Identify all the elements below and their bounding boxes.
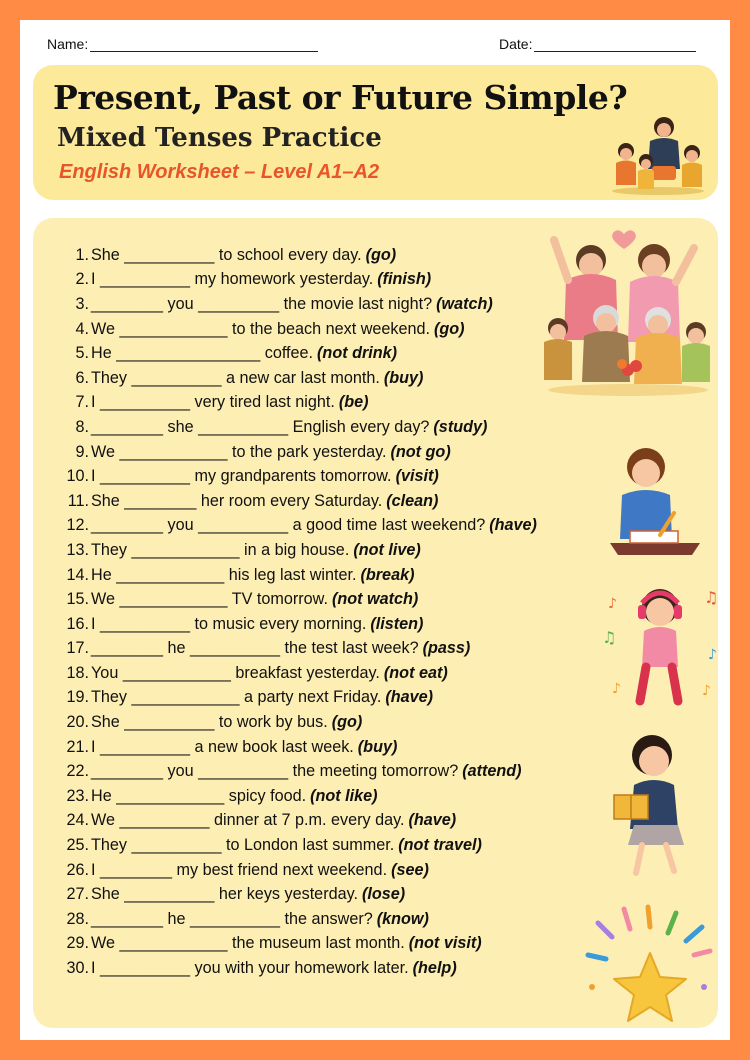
- verb-hint: (be): [338, 393, 369, 412]
- verb-hint: (see): [391, 860, 429, 879]
- question-item: [63, 956, 583, 981]
- verb-hint: (pass): [422, 639, 471, 658]
- verb-hint: (break): [360, 565, 415, 584]
- question-number: 27.: [66, 885, 89, 904]
- question-item: [63, 366, 583, 391]
- question-number: 22.: [66, 762, 89, 781]
- question-text[interactable]: ________ he __________ the test last week?: [91, 639, 419, 658]
- name-blank[interactable]: [90, 37, 318, 52]
- question-text[interactable]: He ________________ coffee.: [91, 344, 314, 363]
- question-text[interactable]: I __________ my grandparents tomorrow.: [91, 467, 392, 486]
- question-item: [63, 784, 583, 809]
- question-number: 3.: [75, 294, 89, 313]
- question-item: [63, 538, 583, 563]
- verb-hint: (go): [331, 713, 363, 732]
- question-item: [63, 661, 583, 686]
- question-text[interactable]: They ____________ in a big house.: [91, 540, 350, 559]
- question-number: 2.: [75, 270, 89, 289]
- question-item: [63, 464, 583, 489]
- verb-hint: (buy): [357, 737, 398, 756]
- page-subtitle: Mixed Tenses Practice: [57, 123, 382, 153]
- svg-text:♫: ♫: [602, 628, 617, 647]
- verb-hint: (help): [412, 959, 457, 978]
- svg-text:♫: ♫: [704, 588, 719, 607]
- verb-hint: (study): [433, 417, 488, 436]
- svg-text:♪: ♪: [708, 647, 717, 663]
- question-text[interactable]: He ____________ his leg last winter.: [91, 565, 357, 584]
- question-text[interactable]: ________ she __________ English every day?: [91, 417, 430, 436]
- name-label: Name:: [47, 36, 89, 52]
- question-number: 16.: [66, 614, 89, 633]
- verb-hint: (finish): [377, 270, 432, 289]
- verb-hint: (not go): [390, 442, 451, 461]
- question-text[interactable]: I __________ to music every morning.: [91, 614, 367, 633]
- page-title: Present, Past or Future Simple?: [53, 78, 628, 117]
- verb-hint: (not like): [310, 786, 378, 805]
- question-text[interactable]: I ________ my best friend next weekend.: [91, 860, 388, 879]
- boy-writing-illustration: [600, 443, 710, 558]
- question-number: 21.: [66, 737, 89, 756]
- question-list: [63, 243, 583, 981]
- exercise-panel: [33, 218, 718, 1028]
- question-item: [63, 882, 583, 907]
- verb-hint: (not watch): [331, 590, 419, 609]
- question-item: [63, 563, 583, 588]
- question-item: [63, 391, 583, 416]
- question-text[interactable]: She __________ to school every day.: [91, 245, 362, 264]
- question-number: 1.: [75, 245, 89, 264]
- question-number: 13.: [66, 540, 89, 559]
- question-item: [63, 440, 583, 465]
- question-number: 17.: [66, 639, 89, 658]
- question-item: [63, 907, 583, 932]
- question-number: 28.: [66, 909, 89, 928]
- question-text[interactable]: She __________ to work by bus.: [91, 713, 328, 732]
- verb-hint: (know): [376, 909, 429, 928]
- question-item: [63, 686, 583, 711]
- question-number: 18.: [66, 663, 89, 682]
- question-text[interactable]: We ____________ TV tomorrow.: [91, 590, 328, 609]
- verb-hint: (not visit): [408, 934, 482, 953]
- question-number: 23.: [66, 786, 89, 805]
- question-item: [63, 243, 583, 268]
- name-date-row: [47, 36, 700, 58]
- question-number: 19.: [66, 688, 89, 707]
- family-group-illustration: [610, 111, 706, 195]
- question-text[interactable]: ________ you _________ the movie last night?: [91, 294, 433, 313]
- question-number: 7.: [75, 393, 89, 412]
- question-item: [63, 710, 583, 735]
- question-item: [63, 809, 583, 834]
- question-item: [63, 858, 583, 883]
- verb-hint: (have): [385, 688, 434, 707]
- date-label: Date:: [499, 36, 533, 52]
- question-number: 4.: [75, 319, 89, 338]
- question-text[interactable]: They __________ a new car last month.: [91, 368, 380, 387]
- grandparents-family-illustration: [536, 220, 716, 400]
- question-text[interactable]: I __________ you with your homework later.: [91, 959, 409, 978]
- question-number: 30.: [66, 959, 89, 978]
- svg-text:♪: ♪: [612, 681, 621, 697]
- question-text[interactable]: ________ he __________ the answer?: [91, 909, 373, 928]
- question-text[interactable]: We __________ dinner at 7 p.m. every day.: [91, 811, 405, 830]
- question-number: 11.: [67, 491, 89, 510]
- verb-hint: (lose): [361, 885, 406, 904]
- question-item: [63, 587, 583, 612]
- question-item: [63, 514, 583, 539]
- date-blank[interactable]: [534, 37, 696, 52]
- verb-hint: (have): [489, 516, 537, 535]
- verb-hint: (buy): [383, 368, 424, 387]
- verb-hint: (watch): [436, 294, 493, 313]
- question-number: 14.: [66, 565, 89, 584]
- question-text[interactable]: They ____________ a party next Friday.: [91, 688, 382, 707]
- verb-hint: (visit): [395, 467, 439, 486]
- title-banner: [33, 65, 718, 200]
- question-text[interactable]: They __________ to London last summer.: [91, 836, 395, 855]
- level-label: English Worksheet – Level A1–A2: [59, 161, 380, 183]
- question-text[interactable]: We ____________ to the park yesterday.: [91, 442, 387, 461]
- question-item: [63, 637, 583, 662]
- question-text[interactable]: We ____________ the museum last month.: [91, 934, 405, 953]
- question-number: 15.: [66, 590, 89, 609]
- question-item: [63, 268, 583, 293]
- verb-hint: (clean): [386, 491, 439, 510]
- question-item: [63, 415, 583, 440]
- question-item: [63, 612, 583, 637]
- worksheet: [20, 20, 730, 1040]
- question-text[interactable]: She ________ her room every Saturday.: [91, 491, 383, 510]
- date-field[interactable]: [499, 36, 696, 52]
- question-number: 26.: [66, 860, 89, 879]
- question-number: 25.: [66, 836, 89, 855]
- question-number: 20.: [66, 713, 89, 732]
- question-item: [63, 317, 583, 342]
- question-item: [63, 833, 583, 858]
- question-item: [63, 932, 583, 957]
- question-number: 9.: [75, 442, 89, 461]
- question-number: 29.: [66, 934, 89, 953]
- question-number: 8.: [75, 417, 89, 436]
- question-text[interactable]: I __________ my homework yesterday.: [91, 270, 374, 289]
- question-text[interactable]: He ____________ spicy food.: [91, 786, 307, 805]
- verb-hint: (not eat): [383, 663, 448, 682]
- question-text[interactable]: ________ you __________ the meeting tomorrow?: [91, 762, 459, 781]
- question-number: 10.: [66, 467, 89, 486]
- question-text[interactable]: I __________ a new book last week.: [91, 737, 354, 756]
- verb-hint: (attend): [462, 762, 522, 781]
- question-text[interactable]: We ____________ to the beach next weekend.: [91, 319, 431, 338]
- verb-hint: (not drink): [317, 344, 398, 363]
- girl-with-headphones-illustration: [598, 583, 728, 708]
- question-number: 6.: [75, 368, 89, 387]
- question-item: [63, 292, 583, 317]
- name-field[interactable]: [47, 36, 318, 52]
- verb-hint: (not live): [353, 540, 421, 559]
- question-item: [63, 735, 583, 760]
- verb-hint: (go): [365, 245, 397, 264]
- question-number: 5.: [75, 344, 89, 363]
- verb-hint: (not travel): [398, 836, 482, 855]
- verb-hint: (have): [408, 811, 457, 830]
- question-text[interactable]: ________ you __________ a good time last weekend?: [91, 516, 486, 535]
- question-item: [63, 759, 583, 784]
- verb-hint: (go): [434, 319, 465, 338]
- verb-hint: (listen): [370, 614, 424, 633]
- question-item: [63, 341, 583, 366]
- question-number: 24.: [66, 811, 89, 830]
- question-text[interactable]: She __________ her keys yesterday.: [91, 885, 358, 904]
- question-text[interactable]: I __________ very tired last night.: [91, 393, 335, 412]
- girl-reading-book-illustration: [608, 733, 718, 878]
- celebration-star-illustration: [578, 903, 718, 1028]
- svg-text:♪: ♪: [608, 596, 617, 612]
- question-number: 12.: [66, 516, 89, 535]
- question-text[interactable]: You ____________ breakfast yesterday.: [91, 663, 380, 682]
- question-item: [63, 489, 583, 514]
- svg-text:♪: ♪: [702, 683, 711, 699]
